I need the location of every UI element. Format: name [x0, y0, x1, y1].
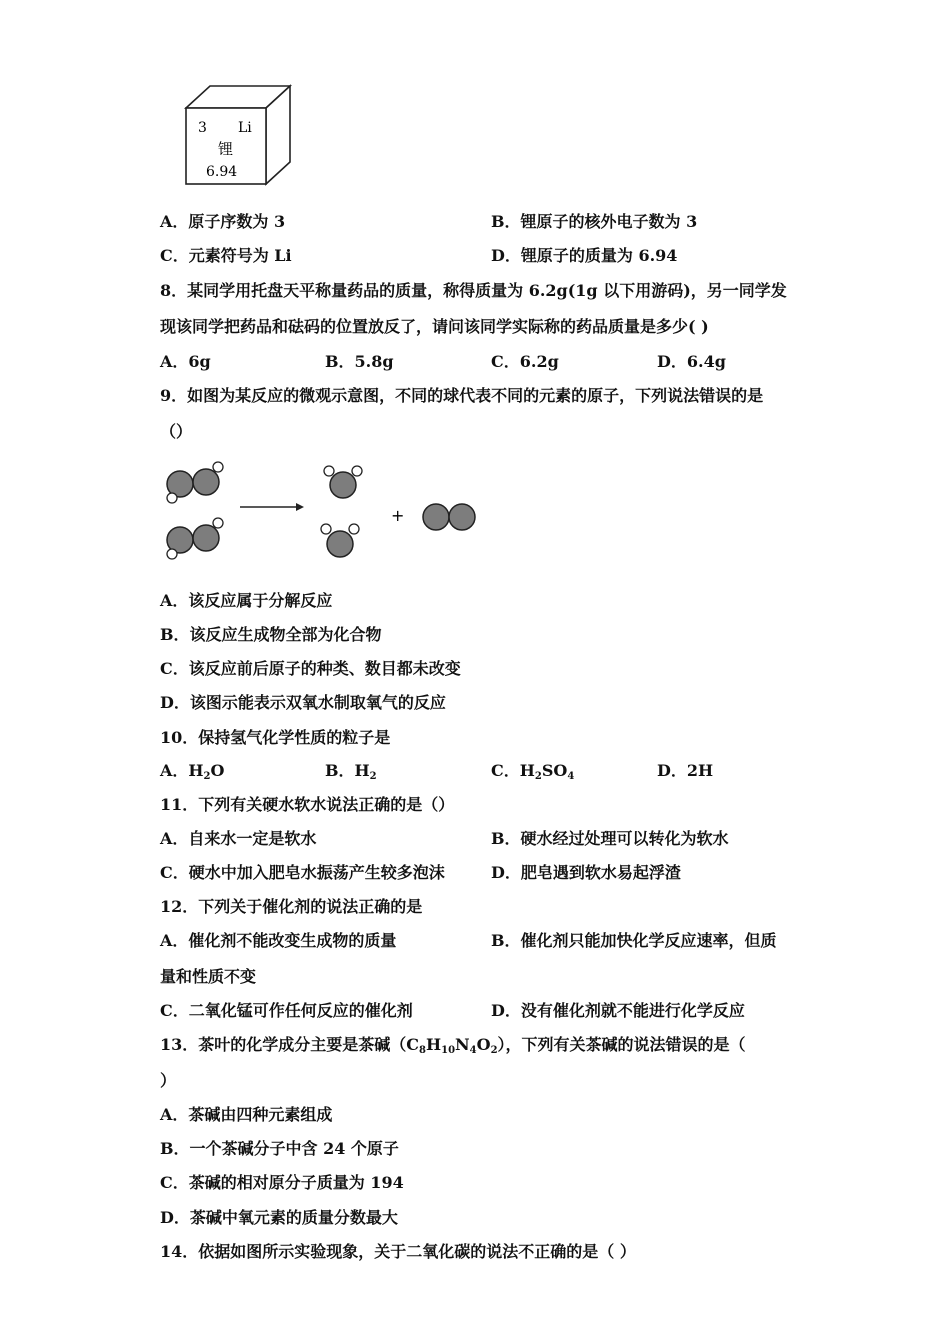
- reactant-molecule-2: [167, 518, 223, 559]
- q8-option-a: A．6g: [160, 352, 211, 371]
- product-oxygen-molecule: [423, 504, 475, 530]
- q10-option-c: C．$H_2SO_4$: [491, 761, 575, 782]
- q14-stem: 14．依据如图所示实验现象，关于二氧化碳的说法不正确的是（ ）: [160, 1242, 636, 1261]
- q13-option-a: A．茶碱由四种元素组成: [160, 1105, 333, 1124]
- q7-option-d: D．锂原子的质量为 6.94: [491, 246, 678, 265]
- q8-stem-line1: 8．某同学用托盘天平称量药品的质量，称得质量为 6.2g(1g 以下用游码)，另一同学发: [160, 281, 787, 300]
- q13-stem-line2: ）: [160, 1071, 177, 1090]
- q8-option-b: B．5.8g: [325, 352, 394, 371]
- q12-option-d: D．没有催化剂就不能进行化学反应: [491, 1001, 745, 1020]
- q7-option-c: C．元素符号为 Li: [160, 246, 292, 265]
- reaction-arrow-icon: [240, 503, 304, 511]
- element-name: 锂: [218, 140, 234, 158]
- q12-option-b-line2: 量和性质不变: [160, 967, 257, 986]
- q9-stem-line2: （）: [160, 422, 193, 441]
- q13-option-c: C．茶碱的相对原分子质量为 194: [160, 1173, 404, 1192]
- q9-option-d: D．该图示能表示双氧水制取氧气的反应: [160, 693, 446, 712]
- q13-option-d: D．茶碱中氧元素的质量分数最大: [160, 1208, 398, 1227]
- q11-option-b: B．硬水经过处理可以转化为软水: [491, 829, 729, 848]
- reaction-microscopic-diagram: [160, 456, 490, 566]
- atomic-number: 3: [198, 120, 207, 136]
- q10-option-a: A．$H_2O$: [160, 761, 225, 782]
- plus-sign: +: [391, 506, 405, 525]
- q7-option-a: A．原子序数为 3: [160, 212, 286, 231]
- q11-stem: 11．下列有关硬水软水说法正确的是（）: [160, 795, 455, 814]
- q11-option-d: D．肥皂遇到软水易起浮渣: [491, 863, 681, 882]
- q11-option-a: A．自来水一定是软水: [160, 829, 317, 848]
- q8-option-c: C．6.2g: [491, 352, 559, 371]
- q10-stem: 10．保持氢气化学性质的粒子是: [160, 728, 391, 747]
- q12-option-b-line1: B．催化剂只能加快化学反应速率，但质: [491, 931, 777, 950]
- q9-option-c: C．该反应前后原子的种类、数目都未改变: [160, 659, 461, 678]
- atomic-mass: 6.94: [206, 164, 238, 180]
- element-symbol: Li: [238, 120, 252, 136]
- reactant-molecule-1: [167, 462, 223, 503]
- product-water-molecule-1: [324, 466, 362, 498]
- q7-option-b: B．锂原子的核外电子数为 3: [491, 212, 698, 231]
- q9-stem-line1: 9．如图为某反应的微观示意图，不同的球代表不同的元素的原子，下列说法错误的是: [160, 386, 764, 405]
- q8-option-d: D．6.4g: [657, 352, 726, 371]
- lithium-element-cell-figure: [180, 80, 300, 192]
- product-water-molecule-2: [321, 524, 359, 557]
- q12-option-c: C．二氧化锰可作任何反应的催化剂: [160, 1001, 413, 1020]
- q12-option-a: A．催化剂不能改变生成物的质量: [160, 931, 397, 950]
- q13-option-b: B．一个茶碱分子中含 24 个原子: [160, 1139, 399, 1158]
- q11-option-c: C．硬水中加入肥皂水振荡产生较多泡沫: [160, 863, 445, 882]
- q10-option-d: D．2H: [657, 761, 714, 780]
- q8-stem-line2: 现该同学把药品和砝码的位置放反了，请问该同学实际称的药品质量是多少( ): [160, 317, 709, 336]
- q9-option-a: A．该反应属于分解反应: [160, 591, 333, 610]
- q10-option-b: B．$H_2$: [325, 761, 377, 782]
- q9-option-b: B．该反应生成物全部为化合物: [160, 625, 382, 644]
- q12-stem: 12．下列关于催化剂的说法正确的是: [160, 897, 423, 916]
- q13-stem-line1: 13．茶叶的化学成分主要是茶碱$(C_8H_{10}N_4O_2)$，下列有关茶碱的说法错误的是（: [160, 1035, 746, 1056]
